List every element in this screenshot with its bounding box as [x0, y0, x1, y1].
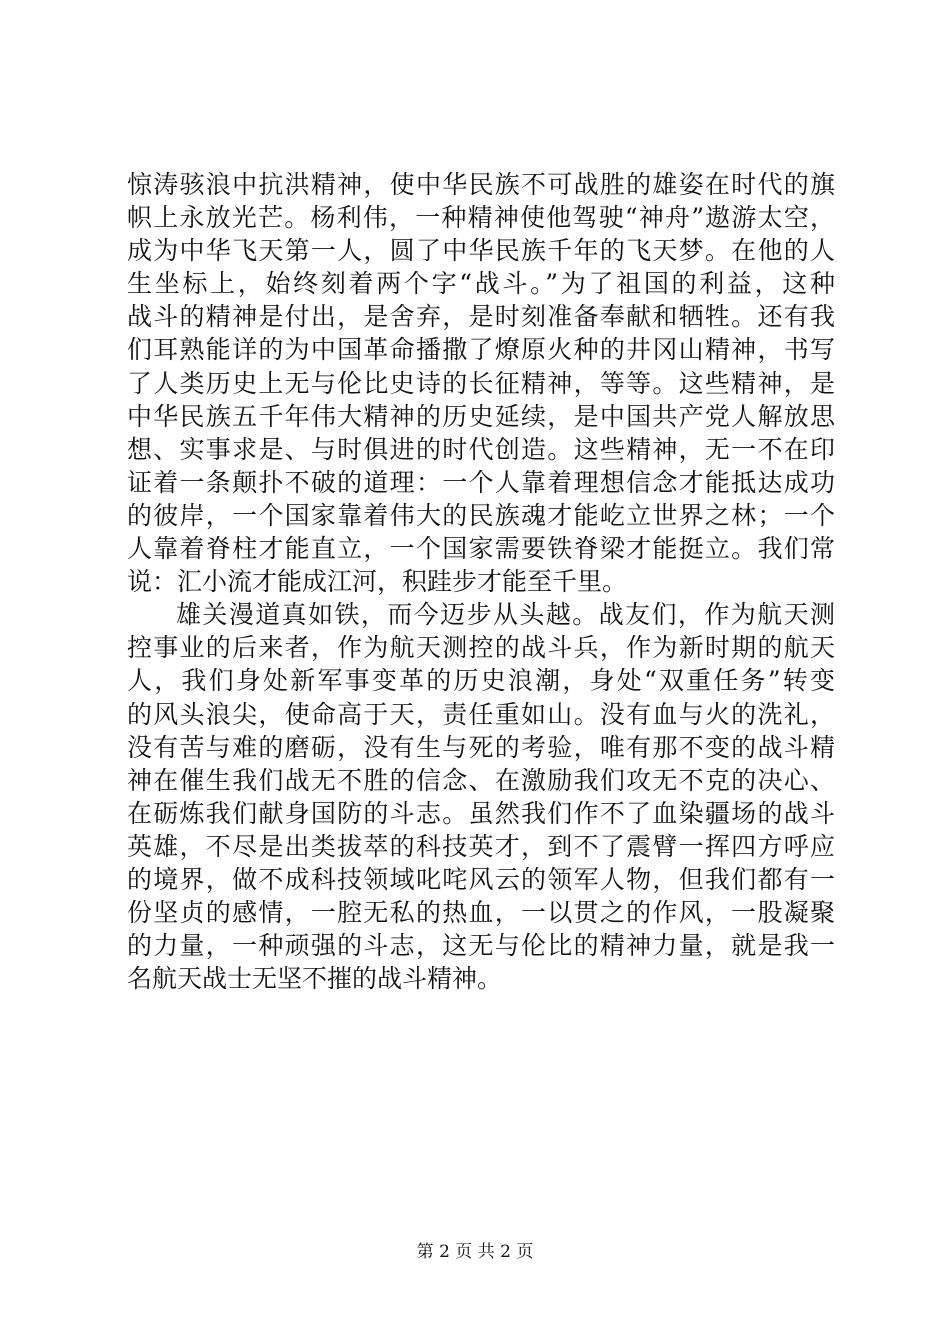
text-line: 说：汇小流才能成江河，积跬步才能至千里。 [127, 567, 628, 597]
text-line: 的彼岸，一个国家靠着伟大的民族魂才能屹立世界之林；一个 [127, 500, 835, 530]
paragraph-1 [127, 168, 835, 598]
text-line: 帜上永放光芒。杨利伟，一种精神使他驾驶“神舟”遨游太空， [127, 203, 835, 233]
text-line: 中华民族五千年伟大精神的历史延续，是中国共产党人解放思 [127, 401, 835, 431]
text-line: 人，我们身处新军事变革的历史浪潮，身处“双重任务”转变 [127, 666, 835, 696]
text-line: 没有苦与难的磨砺，没有生与死的考验，唯有那不变的战斗精 [127, 732, 835, 762]
text-line: 人靠着脊柱才能直立，一个国家需要铁脊梁才能挺立。我们常 [127, 534, 835, 564]
document-body [127, 168, 835, 995]
text-line: 英雄，不尽是出类拔萃的科技英才，到不了震臂一挥四方呼应 [127, 831, 835, 861]
text-line: 生坐标上，始终刻着两个字“战斗。”为了祖国的利益，这种 [127, 269, 835, 299]
text-line: 控事业的后来者，作为航天测控的战斗兵，作为新时期的航天 [127, 633, 835, 663]
text-line: 的境界，做不成科技领域叱咤风云的领军人物，但我们都有一 [127, 864, 835, 894]
text-line: 雄关漫道真如铁，而今迈步从头越。战友们，作为航天测 [176, 600, 835, 630]
text-line: 了人类历史上无与伦比史诗的长征精神，等等。这些精神，是 [127, 368, 835, 398]
text-line: 证着一条颠扑不破的道理：一个人靠着理想信念才能抵达成功 [127, 467, 835, 497]
text-line: 份坚贞的感情，一腔无私的热血，一以贯之的作风，一股凝聚 [127, 898, 835, 928]
text-line: 名航天战士无坚不摧的战斗精神。 [127, 964, 503, 994]
text-line: 战斗的精神是付出，是舍弃，是时刻准备奉献和牺牲。还有我 [127, 302, 835, 332]
text-line: 的力量，一种顽强的斗志，这无与伦比的精神力量，就是我一 [127, 931, 835, 961]
text-line: 惊涛骇浪中抗洪精神，使中华民族不可战胜的雄姿在时代的旗 [127, 170, 835, 199]
text-line: 神在催生我们战无不胜的信念、在激励我们攻无不克的决心、 [127, 765, 835, 795]
text-line: 在砺炼我们献身国防的斗志。虽然我们作不了血染疆场的战斗 [127, 798, 835, 828]
paragraph-2 [127, 598, 835, 995]
text-line: 想、实事求是、与时俱进的时代创造。这些精神，无一不在印 [127, 434, 835, 464]
text-line: 的风头浪尖，使命高于天，责任重如山。没有血与火的洗礼， [127, 699, 835, 729]
text-line: 们耳熟能详的为中国革命播撒了燎原火种的井冈山精神，书写 [127, 335, 835, 365]
text-line: 成为中华飞天第一人，圆了中华民族千年的飞天梦。在他的人 [127, 236, 835, 266]
page-footer: 第 2 页 共 2 页 [416, 1242, 534, 1262]
